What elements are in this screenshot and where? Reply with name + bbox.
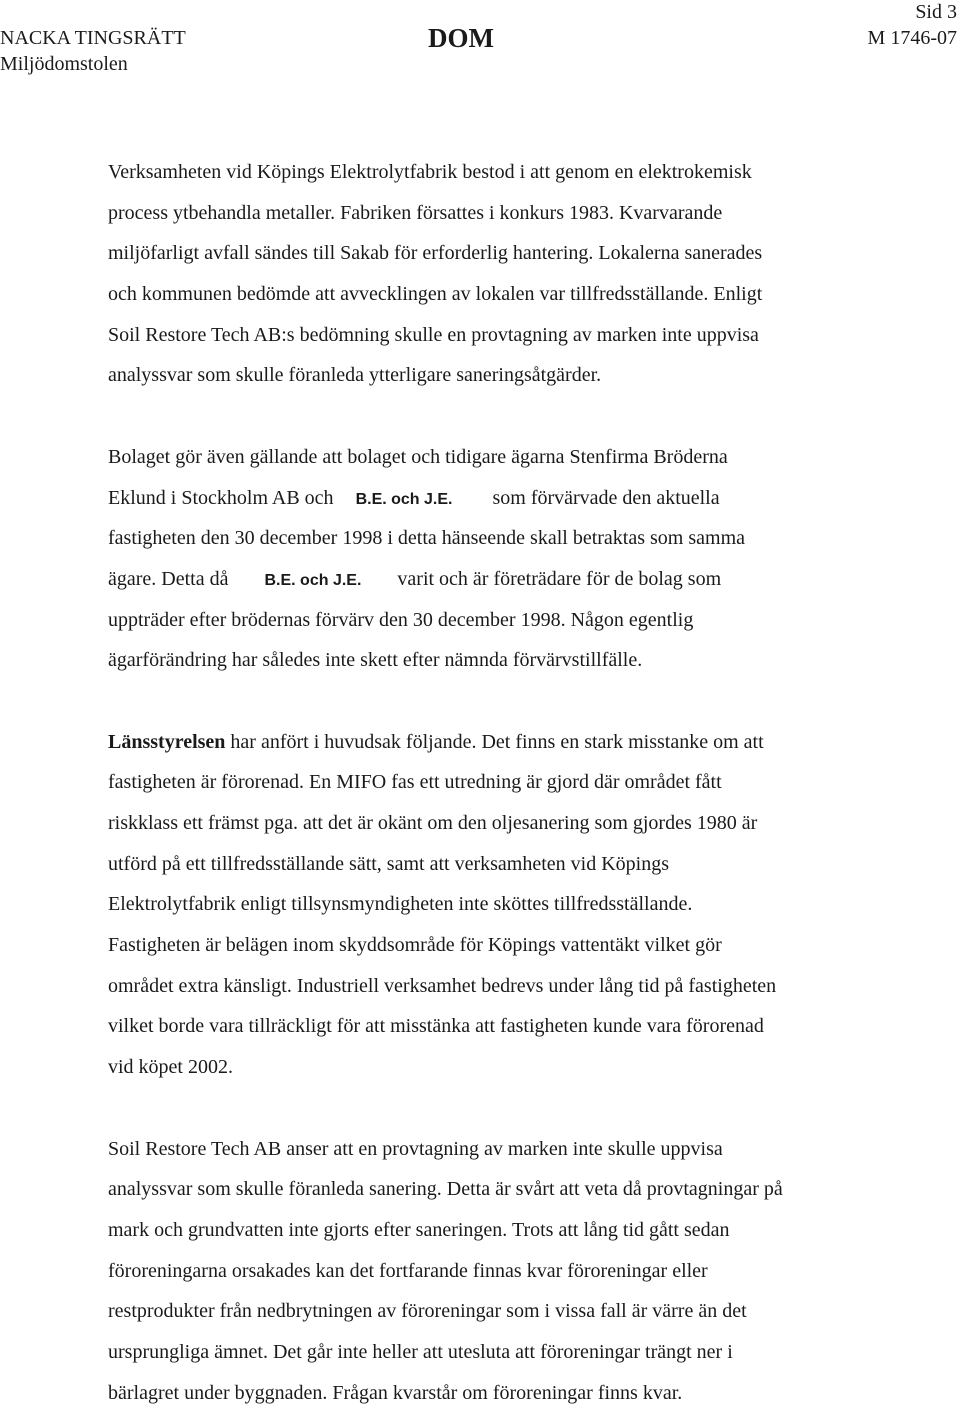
redacted-initials: B.E. och J.E. xyxy=(264,572,361,589)
text-line: Fastigheten är belägen inom skyddsområde för Köpings vattentäkt vilket gör xyxy=(108,925,928,966)
paragraph-3 xyxy=(108,722,928,1088)
text-segment: som förvärvade den aktuella xyxy=(492,487,719,509)
bold-lead: Länsstyrelsen xyxy=(108,731,225,753)
court-name: NACKA TINGSRÄTT xyxy=(0,26,186,50)
paragraph-1 xyxy=(108,152,928,396)
text-segment: har anfört i huvudsak följande. Det finns en stark misstanke om att xyxy=(225,731,763,753)
text-line: Soil Restore Tech AB:s bedömning skulle en provtagning av marken inte uppvisa xyxy=(108,315,928,356)
text-line: vilket borde vara tillräckligt för att misstänka att fastigheten kunde vara förorenad xyxy=(108,1006,928,1047)
text-line: analyssvar som skulle föranleda sanering. Detta är svårt att veta då provtagningar på xyxy=(108,1169,928,1210)
text-line xyxy=(108,722,928,763)
paragraph-4 xyxy=(108,1129,928,1413)
text-line: Elektrolytfabrik enligt tillsynsmyndigheten inte sköttes tillfredsställande. xyxy=(108,884,928,925)
text-line: mark och grundvatten inte gjorts efter saneringen. Trots att lång tid gått sedan xyxy=(108,1210,928,1251)
text-line: ursprungliga ämnet. Det går inte heller att utesluta att föroreningar trängt ner i xyxy=(108,1332,928,1373)
court-division: Miljödomstolen xyxy=(0,52,128,76)
text-segment: varit och är företrädare för de bolag som xyxy=(397,568,721,590)
page-number: Sid 3 xyxy=(915,0,957,24)
text-line xyxy=(108,559,928,600)
text-line: Verksamheten vid Köpings Elektrolytfabrik bestod i att genom en elektrokemisk xyxy=(108,152,928,193)
text-line: föroreningarna orsakades kan det fortfarande finnas kvar föroreningar eller xyxy=(108,1251,928,1292)
text-line: riskklass ett främst pga. att det är okänt om den oljesanering som gjordes 1980 är xyxy=(108,803,928,844)
document-type: DOM xyxy=(428,22,494,54)
text-line: ägarförändring har således inte skett efter nämnda förvärvstillfälle. xyxy=(108,640,928,681)
text-line: fastigheten är förorenad. En MIFO fas ett utredning är gjord där området fått xyxy=(108,762,928,803)
redacted-initials: B.E. och J.E. xyxy=(356,491,453,508)
text-line: uppträder efter brödernas förvärv den 30 december 1998. Någon egentlig xyxy=(108,600,928,641)
text-segment: ägare. Detta då xyxy=(108,568,228,590)
text-line: fastigheten den 30 december 1998 i detta hänseende skall betraktas som samma xyxy=(108,518,928,559)
text-line: miljöfarligt avfall sändes till Sakab för erforderlig hantering. Lokalerna sanerades xyxy=(108,233,928,274)
text-line: bärlagret under byggnaden. Frågan kvarstår om föroreningar finns kvar. xyxy=(108,1373,928,1413)
text-line: Soil Restore Tech AB anser att en provtagning av marken inte skulle uppvisa xyxy=(108,1129,928,1170)
text-line: vid köpet 2002. xyxy=(108,1047,928,1088)
text-line: analyssvar som skulle föranleda ytterligare saneringsåtgärder. xyxy=(108,355,928,396)
paragraph-2 xyxy=(108,437,928,681)
text-line: Bolaget gör även gällande att bolaget och tidigare ägarna Stenfirma Bröderna xyxy=(108,437,928,478)
case-number: M 1746-07 xyxy=(868,26,957,50)
text-line: restprodukter från nedbrytningen av föroreningar som i vissa fall är värre än det xyxy=(108,1291,928,1332)
text-line xyxy=(108,478,928,519)
text-line: och kommunen bedömde att avvecklingen av lokalen var tillfredsställande. Enligt xyxy=(108,274,928,315)
text-line: utförd på ett tillfredsställande sätt, samt att verksamheten vid Köpings xyxy=(108,844,928,885)
text-line: området extra känsligt. Industriell verksamhet bedrevs under lång tid på fastigheten xyxy=(108,966,928,1007)
text-line: process ytbehandla metaller. Fabriken försattes i konkurs 1983. Kvarvarande xyxy=(108,193,928,234)
document-body xyxy=(108,152,928,1413)
text-segment: Eklund i Stockholm AB och xyxy=(108,487,334,509)
